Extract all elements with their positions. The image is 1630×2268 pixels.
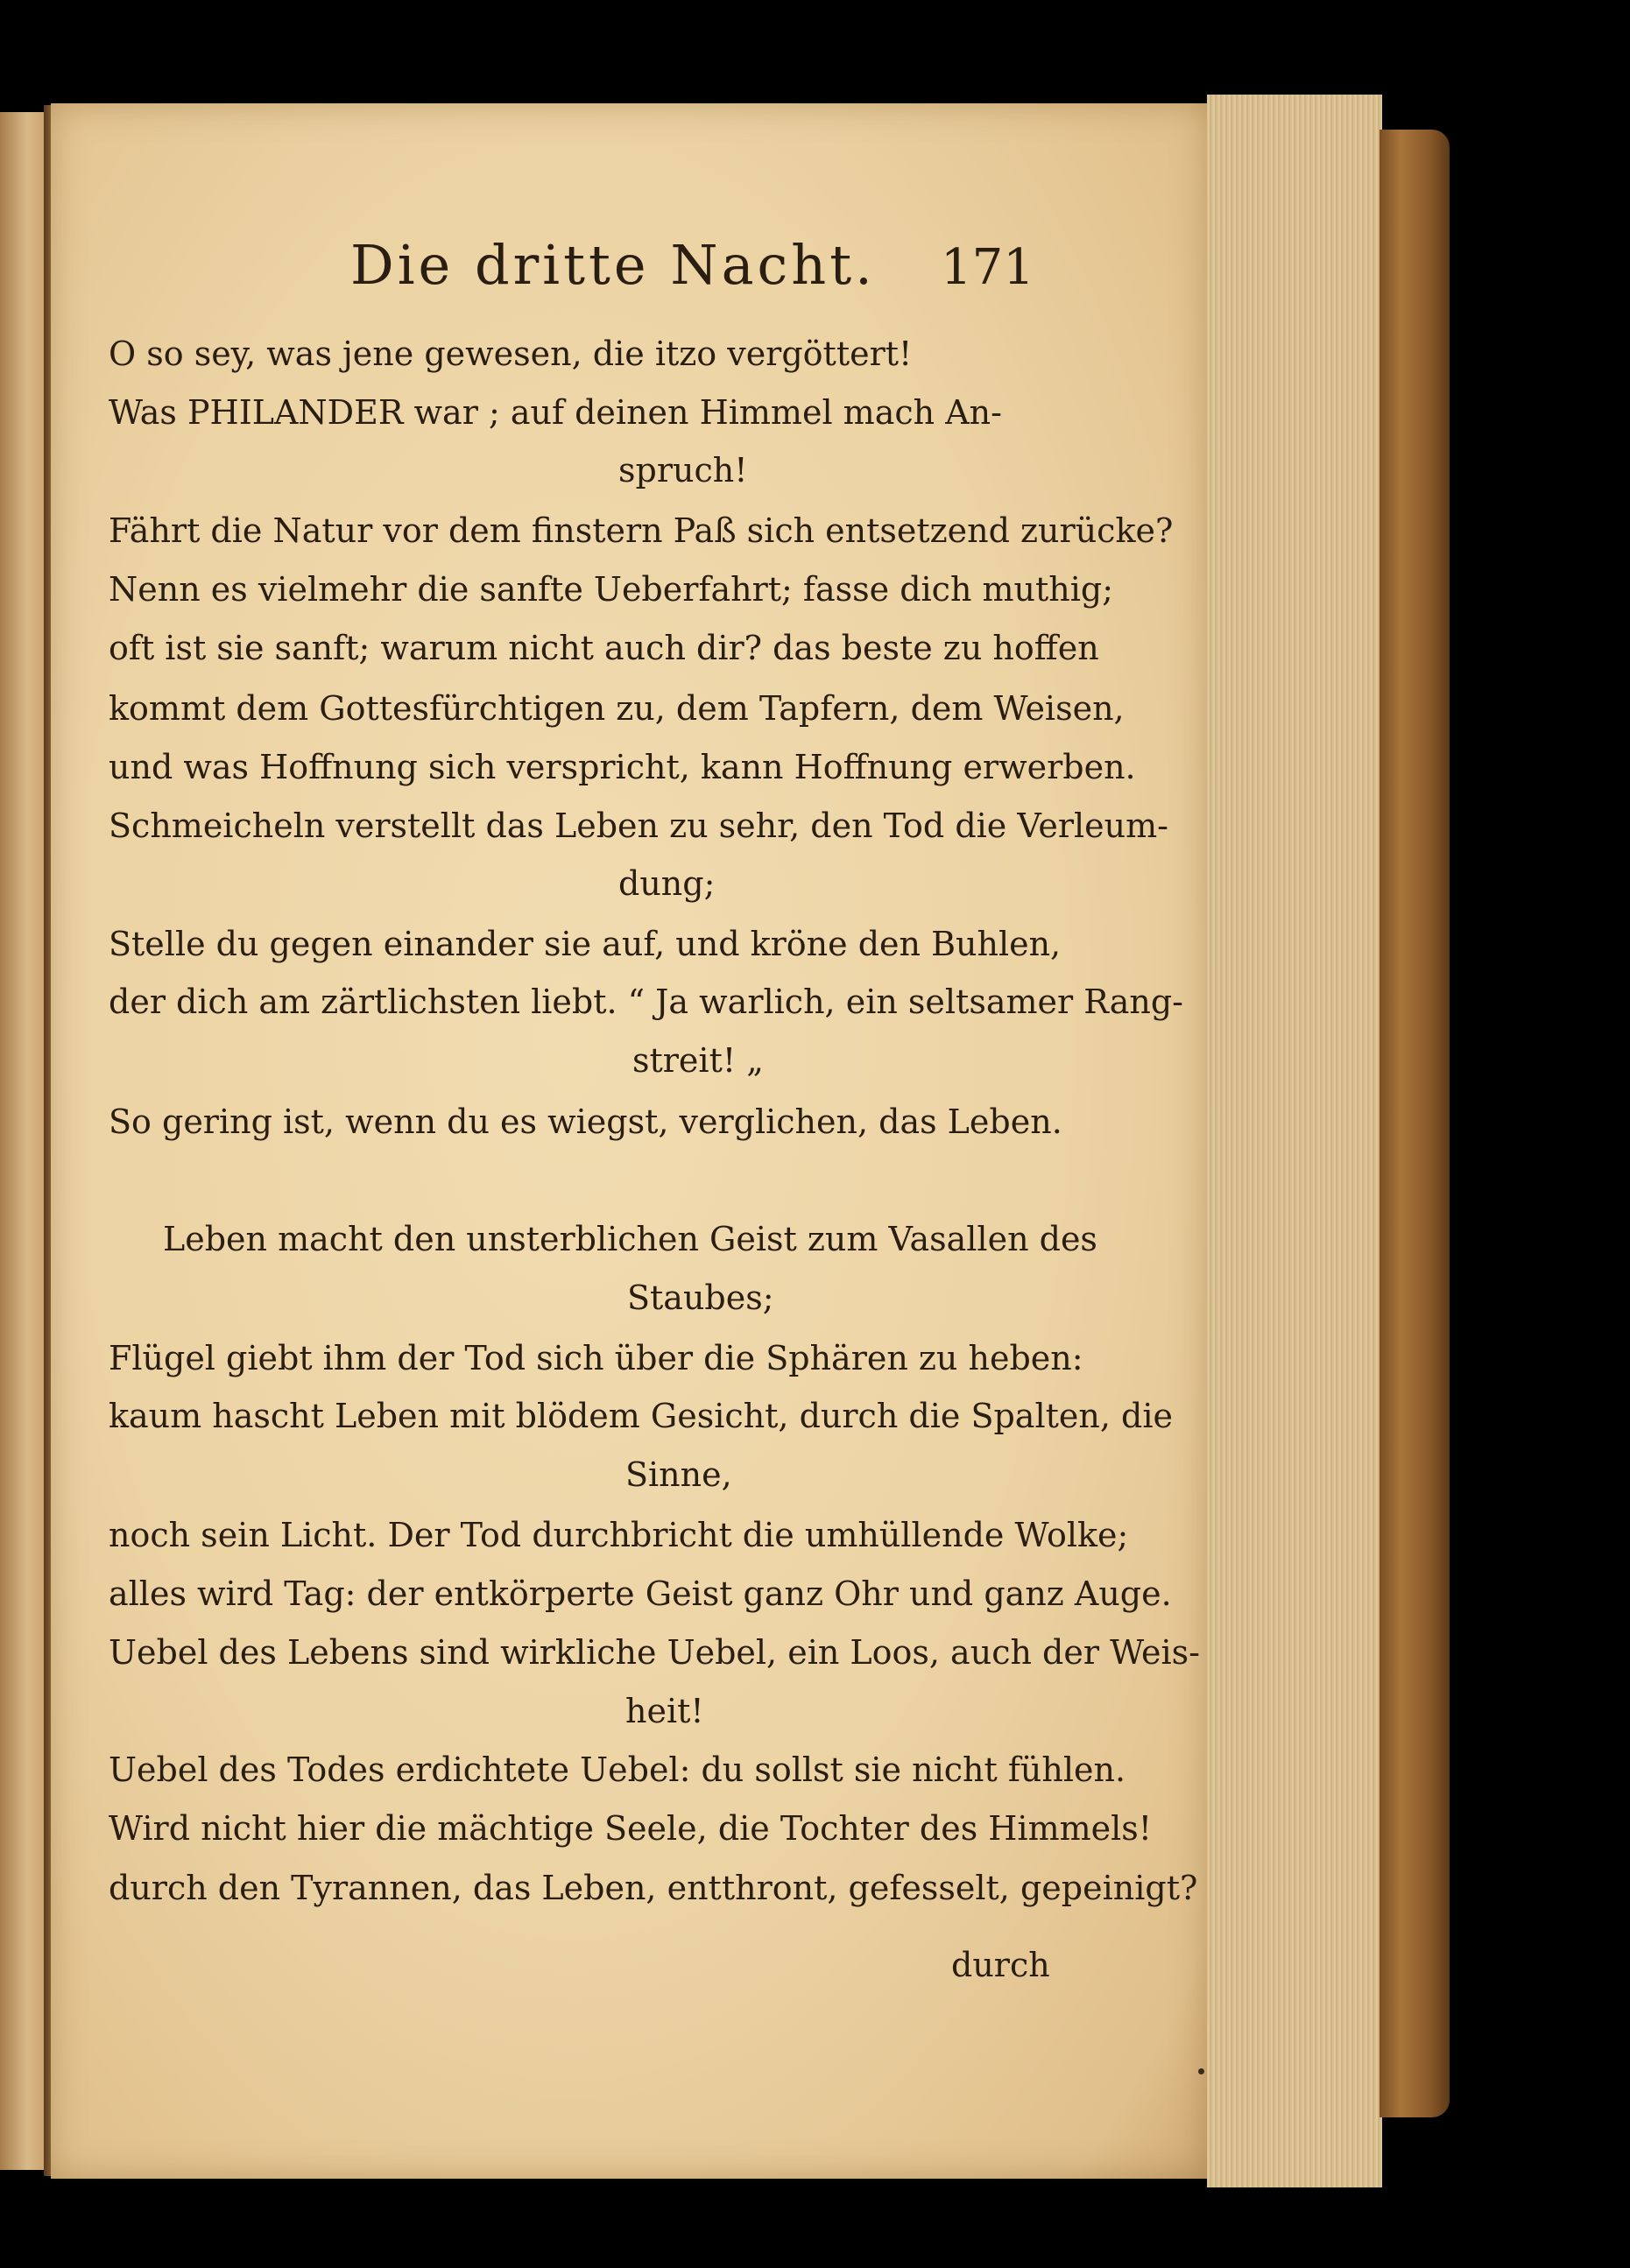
page-block-edge — [1207, 95, 1382, 2187]
ink-fleck — [1198, 2068, 1204, 2074]
verse-line: Leben macht den unsterblichen Geist zum Vasallen des — [163, 1220, 1097, 1258]
verse-line: So gering ist, wenn du es wiegst, verglichen, das Leben. — [109, 1102, 1062, 1141]
verse-line-continuation: spruch! — [618, 451, 748, 490]
page-number: 171 — [941, 239, 1034, 296]
verse-line: kommt dem Gottesfürchtigen zu, dem Tapfern, dem Weisen, — [109, 689, 1125, 728]
verse-line-continuation: Staubes; — [627, 1278, 774, 1317]
verse-line: Uebel des Todes erdichtete Uebel: du sollst sie nicht fühlen. — [109, 1750, 1126, 1789]
verse-line: oft ist sie sanft; warum nicht auch dir? das beste zu hoffen — [109, 629, 1099, 667]
verse-line: der dich am zärtlichsten liebt. “ Ja warlich, ein seltsamer Rang- — [109, 983, 1184, 1021]
verse-line: alles wird Tag: der entkörperte Geist ganz Ohr und ganz Auge. — [109, 1574, 1172, 1613]
verse-line: Schmeicheln verstellt das Leben zu sehr, den Tod die Verleum- — [109, 806, 1168, 845]
verse-line: Flügel giebt ihm der Tod sich über die Sphären zu heben: — [109, 1339, 1083, 1377]
verse-line: Stelle du gegen einander sie auf, und kröne den Buhlen, — [109, 925, 1062, 963]
verse-line-continuation: heit! — [625, 1692, 704, 1730]
verse-line: Was PHILANDER war ; auf deinen Himmel mach An- — [109, 393, 1002, 432]
running-title: Die dritte Nacht. — [350, 233, 876, 297]
verse-line-continuation: Sinne, — [625, 1455, 732, 1494]
previous-page-edge — [0, 112, 48, 2170]
verse-line: Wird nicht hier die mächtige Seele, die Tochter des Himmels! — [109, 1809, 1153, 1848]
verse-line: durch den Tyrannen, das Leben, entthront, gefesselt, gepeinigt? — [109, 1869, 1198, 1907]
verse-line: Nenn es vielmehr die sanfte Ueberfahrt; fasse dich muthig; — [109, 570, 1114, 609]
verse-line: Uebel des Lebens sind wirkliche Uebel, ein Loos, auch der Weis- — [109, 1633, 1201, 1672]
verse-line: O so sey, was jene gewesen, die itzo vergöttert! — [109, 335, 913, 373]
back-cover — [1380, 130, 1450, 2117]
verse-line: kaum hascht Leben mit blödem Gesicht, durch die Spalten, die — [109, 1397, 1173, 1435]
verse-line-continuation: dung; — [618, 864, 716, 903]
catchword: durch — [951, 1946, 1050, 1984]
verse-line: noch sein Licht. Der Tod durchbricht die umhüllende Wolke; — [109, 1516, 1129, 1554]
verse-line-continuation: streit! „ — [632, 1041, 764, 1080]
verse-line: Fährt die Natur vor dem finstern Paß sich entsetzend zurücke? — [109, 511, 1174, 550]
verse-line: und was Hoffnung sich verspricht, kann Hoffnung erwerben. — [109, 748, 1136, 786]
